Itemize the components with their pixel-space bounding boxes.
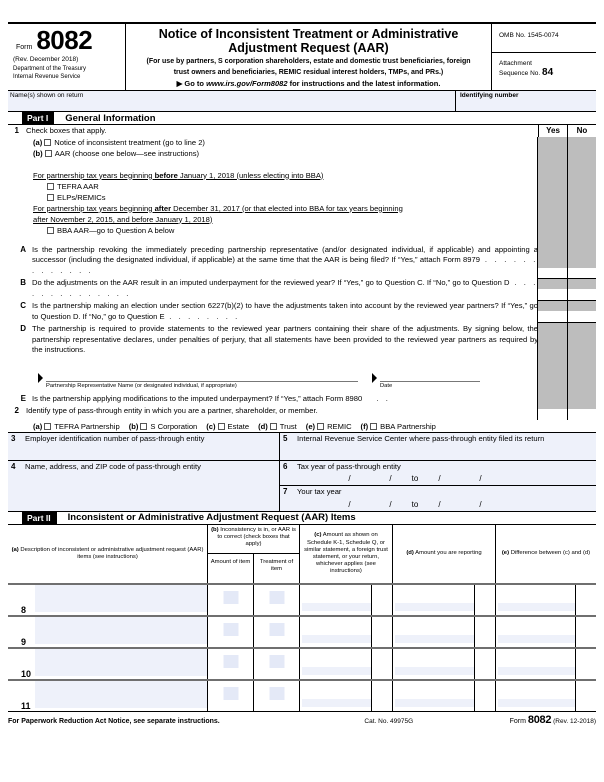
yn-answer-b[interactable] (538, 289, 596, 300)
form-word-label: Form (16, 44, 33, 51)
after-text-1: For partnership tax years beginning (33, 203, 155, 213)
yes-no-column-headers (538, 125, 596, 137)
table-row (8, 649, 596, 681)
line-7-end-slash-2: / (479, 499, 482, 509)
col-c-text: Amount as shown on Schedule K-1, Schedule Q, or similar statement, a foreign trust statement, or your return, whichever applies (see instructions) (304, 532, 388, 575)
goto-arrow-icon: ▶ Go to (176, 79, 207, 88)
checkbox-bba-aar[interactable] (47, 227, 54, 234)
entity-a-label: (a) (33, 421, 43, 431)
before-text-2: January 1, 2018 (unless electing into BBA) (177, 170, 324, 180)
checkbox-tefra-partnership[interactable] (44, 423, 51, 430)
form-number: 8082 (36, 25, 93, 55)
question-d (8, 324, 538, 356)
entity-b-label: (b) (128, 421, 139, 431)
line-1b-text: AAR (choose one below—see instructions) (54, 148, 200, 158)
col-a-text: Description of inconsistent or administrative adjustment request (AAR) items (see instructions) (20, 546, 204, 560)
checkbox-aar[interactable] (45, 150, 52, 157)
sequence-number: 84 (542, 67, 554, 78)
before-2018-heading (33, 170, 538, 181)
col-d-text: Amount you are reporting (415, 550, 482, 557)
signature-date-label: Date (380, 382, 393, 389)
line-6-entity-tax-year[interactable] (280, 461, 596, 486)
representative-name-line[interactable] (46, 369, 358, 382)
row-10-checkbox-treatment[interactable] (254, 649, 299, 679)
option-bba-aar (47, 225, 538, 236)
part-1-title: General Information (65, 112, 156, 124)
line-7-number: 7 (283, 486, 288, 496)
no-header: No (576, 126, 588, 135)
row-9-shown-amount[interactable] (300, 617, 393, 647)
entity-a-name: TEFRA Partnership (54, 421, 120, 431)
taxpayer-identity-row (8, 90, 596, 112)
footer-form-number: 8082 (527, 713, 552, 726)
column-header-d (393, 525, 496, 583)
form-subtitle-line-1: (For use by partners, S corporation shareholders, estate and domestic trust beneficiaries, foreign (146, 58, 471, 65)
part-2-title: Inconsistent or Administrative Adjustment Request (AAR) Items (67, 512, 356, 523)
goto-suffix: for instructions and the latest information. (287, 79, 441, 88)
table-row (8, 585, 596, 617)
line-2 (8, 406, 538, 417)
yes-no-answer-strip (537, 137, 596, 420)
line-1b-label: (b) (33, 148, 43, 158)
line-6-end-slash-1: / (438, 473, 441, 483)
signature-date-field[interactable] (372, 369, 480, 389)
column-header-b (208, 525, 300, 583)
row-9-checkbox-amount[interactable] (208, 617, 254, 647)
question-c-text: Is the partnership making an election under section 6227(b)(2) to have the adjustments taken into account by the reviewed year partners? If “Yes,” go to Question D. If “No,” go to Question E . . . . . . . . (32, 301, 538, 321)
line-7-date-range[interactable] (280, 499, 596, 510)
yn-answer-b-no[interactable] (568, 289, 597, 300)
question-a (8, 245, 538, 277)
checkbox-s-corporation[interactable] (140, 423, 147, 430)
row-8-shown-amount[interactable] (300, 585, 393, 615)
line-2-number: 2 (14, 406, 19, 415)
line-3-ein[interactable] (8, 433, 279, 461)
col-a-label: (a) (11, 546, 19, 553)
row-9-reported-amount[interactable] (393, 617, 496, 647)
issuing-agency (12, 66, 121, 81)
name-shown-label: Name(s) shown on return (10, 92, 84, 99)
entity-type-trust (258, 422, 297, 431)
irs-url: www.irs.gov/Form8082 (206, 79, 288, 88)
entity-type-estate (206, 422, 249, 431)
line-6-end-slash-2: / (479, 473, 482, 483)
department-line-2: Internal Revenue Service (13, 73, 81, 80)
signature-block (38, 369, 538, 389)
column-header-a (8, 525, 208, 583)
column-header-c (300, 525, 393, 583)
line-3-text: Employer identification number of pass-through entity (25, 433, 205, 443)
part-2-tag: Part II (22, 512, 57, 524)
entity-c-label: (c) (206, 421, 216, 431)
entity-c-name: Estate (227, 421, 250, 431)
name-shown-field[interactable] (8, 91, 456, 111)
checkbox-trust[interactable] (270, 423, 277, 430)
elps-remics-label: ELPs/REMICs (57, 192, 106, 202)
line-6-start-slash-1: / (348, 473, 351, 483)
yn-answer-a-yes[interactable] (538, 268, 568, 278)
question-a-text: Is the partnership revoking the immediately preceding partnership representative (and/or designated individual, if applicable) and appointing a successor (including the designated individual, if applicable) at the same time that the AAR is being filed? If “Yes,” attach Form 8979 . . . . . . . . . . . . . (32, 244, 538, 275)
row-9-checkbox-treatment[interactable] (254, 617, 299, 647)
line-1 (8, 125, 538, 137)
yn-answer-b-yes[interactable] (538, 289, 568, 300)
attachment-label: Attachment (499, 60, 532, 67)
form-title-line-1: Notice of Inconsistent Treatment or Administrative (158, 27, 459, 41)
line-6-start-slash-2: / (389, 473, 392, 483)
line-1a-label: (a) (33, 137, 43, 147)
row-10-number: 10 (21, 668, 32, 679)
part-2-header (8, 512, 596, 525)
row-8-inconsistency (208, 585, 300, 615)
checkbox-elps-remics[interactable] (47, 194, 54, 201)
row-11-checkbox-treatment[interactable] (254, 681, 299, 711)
row-11-shown-amount[interactable] (300, 681, 393, 711)
line-7-your-tax-year[interactable] (280, 486, 596, 511)
row-11-inconsistency (208, 681, 300, 711)
yn-filler-1 (538, 137, 596, 268)
line-2-text: Identify type of pass-through entity in which you are a partner, shareholder, or member. (26, 406, 318, 415)
sequence-label: Sequence No. (499, 70, 541, 77)
identifying-number-field[interactable] (456, 91, 596, 111)
entity-type-bba-partnership (361, 422, 436, 431)
before-text-1: For partnership tax years beginning (33, 170, 155, 180)
yn-answer-c[interactable] (538, 311, 596, 322)
representative-name-field[interactable] (38, 369, 358, 389)
form-sheet (8, 22, 596, 726)
aar-table-header-row (8, 525, 596, 585)
col-b-subheaders (208, 554, 299, 583)
yn-answer-a[interactable] (538, 268, 596, 278)
row-11-checkbox-amount[interactable] (208, 681, 254, 711)
row-10-shown-amount[interactable] (300, 649, 393, 679)
form-title-line-2: Adjustment Request (AAR) (228, 41, 389, 55)
line-1-number: 1 (14, 126, 19, 135)
question-c (8, 301, 538, 322)
question-c-letter: C (20, 301, 26, 310)
entity-type-tefra-partnership (33, 422, 120, 431)
signature-date-line[interactable] (380, 369, 480, 382)
omb-number: OMB No. 1545-0074 (499, 32, 559, 39)
table-row (8, 617, 596, 649)
row-8-description[interactable] (8, 585, 208, 615)
after-2017-heading-line-1 (33, 203, 538, 214)
question-e-letter: E (20, 393, 26, 403)
col-b-sub-treatment: Treatment of item (259, 558, 294, 572)
row-11-number: 11 (21, 700, 31, 711)
checkbox-remic[interactable] (317, 423, 324, 430)
question-b (8, 278, 538, 299)
column-header-e (496, 525, 596, 583)
footer-revision: (Rev. 12-2018) (553, 717, 596, 725)
entity-f-label: (f) (360, 421, 369, 431)
header-left-block (8, 24, 126, 90)
footer-form-identity (510, 714, 596, 726)
checkbox-bba-partnership[interactable] (370, 423, 377, 430)
question-d-letter: D (20, 324, 26, 333)
part-1-body (8, 125, 596, 433)
row-9-difference[interactable] (496, 617, 596, 647)
attachment-sequence-block (492, 52, 596, 78)
form-footer (8, 712, 596, 726)
entity-e-label: (e) (305, 421, 316, 431)
question-c-leader: . . . . . . . . (164, 311, 240, 321)
row-8-checkbox-treatment[interactable] (254, 585, 299, 615)
option-tefra-aar (47, 181, 538, 192)
entity-d-name: Trust (279, 421, 297, 431)
row-8-difference[interactable] (496, 585, 596, 615)
aar-items-table (8, 525, 596, 712)
entity-info-left-column (8, 433, 280, 511)
paperwork-notice: For Paperwork Reduction Act Notice, see separate instructions. (8, 717, 220, 725)
row-11-reported-amount[interactable] (393, 681, 496, 711)
yn-filler-3 (538, 300, 596, 311)
entity-type-checkboxes (33, 422, 596, 432)
question-e (8, 394, 538, 405)
entity-e-name: REMIC (327, 421, 352, 431)
checkbox-tefra-aar[interactable] (47, 183, 54, 190)
col-b-top (208, 525, 299, 554)
part-1-tag: Part I (22, 112, 54, 124)
part-1-header (8, 112, 596, 125)
line-7-start-slash-2: / (389, 499, 392, 509)
before-keyword: before (154, 170, 178, 180)
row-10-reported-amount[interactable] (393, 649, 496, 679)
line-5-text: Internal Revenue Service Center where pass-through entity filed its return (297, 433, 545, 443)
irs-website-link[interactable] (130, 79, 487, 88)
after-text-2: December 31, 2017 (or that elected into BBA for tax years beginning (171, 203, 403, 213)
row-8-reported-amount[interactable] (393, 585, 496, 615)
after-2017-heading-line-2: after November 2, 2015, and before January 1, 2018) (33, 214, 213, 224)
row-11-description[interactable] (8, 681, 208, 711)
representative-name-label: Partnership Representative Name (or designated individual, if appropriate) (46, 382, 237, 389)
catalog-number: Cat. No. 49975G (364, 717, 414, 725)
yn-answer-c-no[interactable] (568, 311, 597, 322)
question-a-letter: A (20, 244, 26, 254)
bba-aar-label: BBA AAR—go to Question A below (57, 225, 175, 235)
line-1b (33, 148, 538, 159)
question-b-letter: B (20, 278, 26, 287)
entity-b-name: S Corporation (150, 421, 198, 431)
yn-answer-e[interactable] (538, 409, 596, 420)
line-6-date-range[interactable] (280, 473, 596, 484)
entity-type-s-corporation (129, 422, 198, 431)
part-1-questions (8, 125, 538, 419)
row-10-checkbox-amount[interactable] (208, 649, 254, 679)
line-1a (33, 137, 538, 148)
line-7-text: Your tax year (297, 486, 342, 496)
row-8-checkbox-amount[interactable] (208, 585, 254, 615)
option-elps-remics (47, 192, 538, 203)
form-header (8, 22, 596, 90)
row-10-difference[interactable] (496, 649, 596, 679)
col-b-label: (b) (211, 526, 219, 533)
col-e-text: Difference between (c) and (d) (510, 550, 591, 557)
row-9-inconsistency (208, 617, 300, 647)
question-e-leader: . . (362, 393, 391, 403)
question-d-text: The partnership is required to provide statements to the reviewed year partners containing their share of the adjustments. By signing below, the partnership representative declares, under penalties of perjury, that all statements have been provided to the reviewed year partners as required by the instructions. (32, 324, 538, 354)
checkbox-estate[interactable] (218, 423, 225, 430)
question-b-text: Do the adjustments on the AAR result in an imputed underpayment for the reviewed year? If “Yes,” go to Question C. If “No,” go to Question D . . . . . . . . . . . . . . (32, 278, 539, 298)
line-7-end-slash-1: / (438, 499, 441, 509)
yn-filler-4 (538, 322, 596, 409)
yes-header: Yes (539, 125, 568, 137)
identifying-number-label: Identifying number (460, 92, 519, 99)
col-b-text: Inconsistency is in, or AAR is to correct (check boxes that apply) (217, 526, 296, 547)
signature-arrow-icon (38, 373, 43, 383)
line-7-to-label: to (411, 499, 419, 509)
entity-info-right-column (280, 433, 596, 511)
entity-info-grid (8, 433, 596, 512)
line-3-number: 3 (11, 433, 16, 443)
question-e-text: Is the partnership applying modifications to the imputed underpayment? If “Yes,” attach Form 8980 . . (32, 393, 391, 403)
col-b-sub-amount: Amount of item (208, 554, 254, 583)
line-6-text: Tax year of pass-through entity (297, 461, 401, 471)
row-10-description[interactable] (8, 649, 208, 679)
row-10-inconsistency (208, 649, 300, 679)
line-6-number: 6 (283, 461, 288, 471)
form-subtitle-line-2: trust owners and beneficiaries, REMIC residual interest holders, TMPs, and PRs.) (173, 69, 444, 76)
line-4-text: Name, address, and ZIP code of pass-through entity (25, 461, 201, 471)
question-a-leader: . . . . . . . . . . . . . (32, 255, 538, 275)
line-5-number: 5 (283, 433, 288, 443)
col-c-label: (c) (314, 532, 322, 539)
footer-form-word: Form (509, 717, 526, 725)
entity-type-remic (306, 422, 352, 431)
line-4-address[interactable] (8, 461, 279, 511)
yn-answer-e-yes[interactable] (538, 409, 568, 420)
after-keyword: after (154, 203, 172, 213)
header-right-block (492, 24, 596, 90)
yn-filler-2 (538, 278, 596, 289)
entity-d-label: (d) (258, 421, 268, 431)
question-b-leader: . . . . . . . . . . . . . . (32, 278, 539, 298)
header-title-block (126, 24, 492, 90)
col-e-label: (e) (501, 550, 510, 557)
department-line-1: Department of the Treasury (13, 66, 87, 72)
line-4-number: 4 (11, 461, 16, 471)
line-7-start-slash-1: / (348, 499, 351, 509)
row-9-description[interactable] (8, 617, 208, 647)
row-9-number: 9 (21, 636, 27, 647)
form-revision-date: (Rev. December 2018) (13, 56, 79, 63)
row-11-difference[interactable] (496, 681, 596, 711)
row-8-number: 8 (21, 604, 27, 615)
tefra-aar-label: TEFRA AAR (57, 181, 99, 191)
table-row (8, 681, 596, 711)
entity-f-name: BBA Partnership (380, 421, 436, 431)
line-1-text: Check boxes that apply. (26, 126, 107, 135)
yn-answer-a-no[interactable] (568, 268, 597, 278)
line-5-service-center[interactable] (280, 433, 596, 461)
line-6-to-label: to (411, 473, 419, 483)
date-arrow-icon (372, 373, 377, 383)
line-1a-text: Notice of inconsistent treatment (go to line 2) (54, 137, 205, 147)
yn-answer-e-no[interactable] (568, 409, 597, 420)
yn-answer-c-yes[interactable] (538, 311, 568, 322)
form-identity (12, 27, 121, 53)
col-d-label: (d) (406, 550, 414, 557)
checkbox-notice-inconsistent-treatment[interactable] (44, 139, 51, 146)
